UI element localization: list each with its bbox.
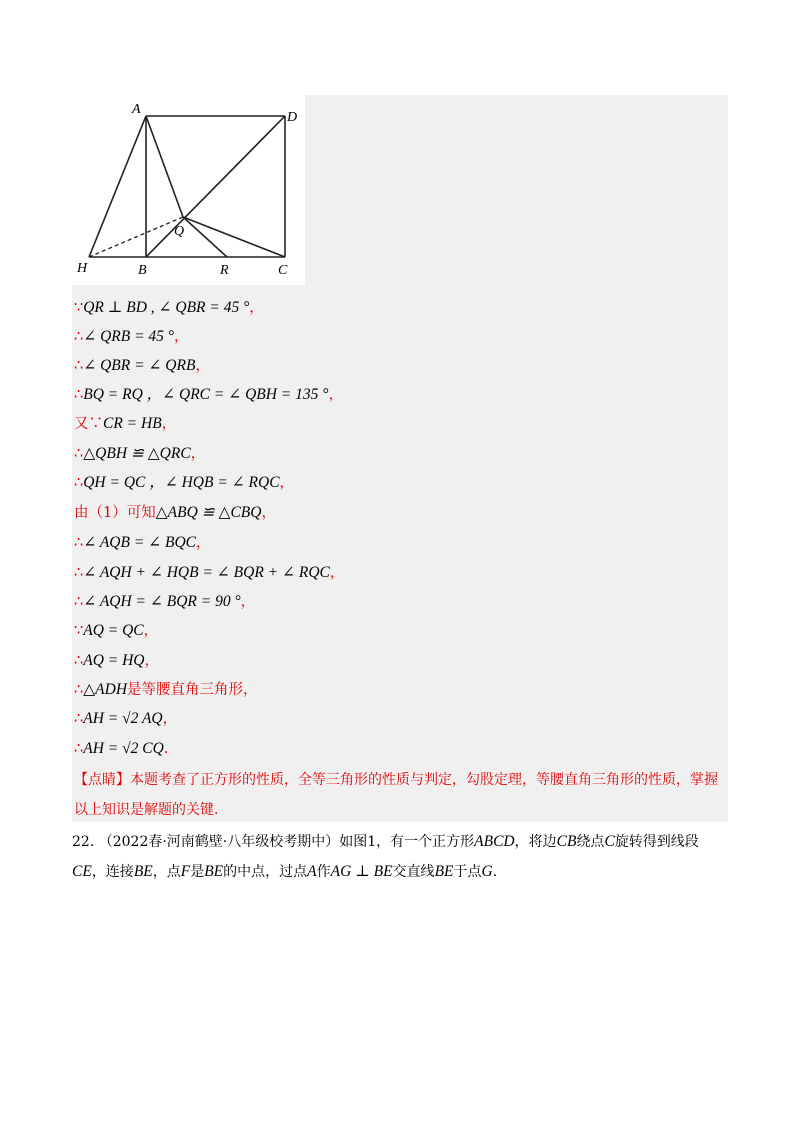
math-term: A [307,863,317,880]
step-line [74,356,210,376]
step-prefix: ∴ [74,329,84,345]
step-prefix: ∴ [74,711,84,727]
step-math: AQ = QC [83,622,144,639]
step-suffix: ， [240,594,256,610]
point-label-C: C [278,263,288,278]
math-term: BE [204,863,224,880]
step-math: AH = √2 AQ [83,710,163,727]
point-label-H: H [77,261,88,276]
problem-22 [72,827,728,887]
math-term: CB [556,833,577,850]
step-math: ∠ AQH = ∠ BQR = 90 ° [83,593,241,610]
math-term: BE [434,863,454,880]
math-term: ABCD [474,833,515,850]
step-line [74,592,255,612]
step-prefix: ∵ [74,623,84,639]
math-term: G [481,863,493,880]
step-math: BQ = RQ ，∠ QRC = ∠ QBH = 135 ° [83,386,329,403]
geometry-figure [72,95,305,285]
step-suffix: ， [249,300,264,316]
step-prefix: ∴ [74,741,84,757]
step-suffix: ， [174,329,189,345]
step-prefix: ∵ [74,300,84,316]
step-line [74,533,211,553]
step-suffix: ， [279,475,295,491]
problem-number: 22. [72,834,95,850]
math-term: C [604,833,615,850]
step-prefix: ∴ [74,653,84,669]
step-suffix: ， [162,711,178,727]
problem-text: 是 [190,864,205,880]
step-suffix: ， [195,358,210,374]
math-term: BE [133,863,153,880]
step-suffix: ， [329,565,345,581]
step-math: △QBH ≌ △QRC [83,445,191,462]
problem-text: ，将边 [514,834,557,850]
math-term: AG ⊥ BE [330,863,393,880]
step-line [74,444,205,464]
step-math: AQ = HQ [83,652,145,669]
step-line [74,414,176,434]
step-line [74,385,343,405]
problem-text: 作 [316,864,331,880]
point-label-D: D [287,110,298,125]
step-suffix: ， [190,446,206,462]
step-prefix: ∴ [74,594,84,610]
step-line [74,503,276,523]
step-line [74,327,189,347]
point-label-A: A [132,102,141,117]
step-suffix: ， [161,416,177,432]
problem-text: 于点 [453,864,482,880]
step-prefix: ∴ [74,535,84,551]
segment-QR [183,217,227,257]
problem-text: 绕点 [576,834,605,850]
step-prefix: ∴ [74,446,84,462]
step-math: CR = HB [103,415,162,432]
point-label-Q: Q [174,224,185,239]
step-suffix: . [163,741,169,757]
segment-QC [183,217,285,257]
step-math: ∠ AQH + ∠ HQB = ∠ BQR + ∠ RQC [83,564,330,581]
step-math: ∠ QBR = ∠ QRB [83,357,196,374]
step-line [74,621,158,641]
step-line [74,680,258,700]
segment-BD [146,116,285,257]
step-prefix: ∴ [74,565,84,581]
problem-text: （2022春·河南鹤壁·八年级校考期中）如图1，有一个正方形 [98,834,475,850]
step-math: QR ⊥ BD , ∠ QBR = 45 ° [83,299,250,316]
step-prefix: ∴ [74,682,84,698]
math-term: CE [72,863,92,880]
step-prefix: 由（1）可知 [74,505,156,521]
step-math: QH = QC ，∠ HQB = ∠ RQC [83,474,280,491]
problem-text: 的中点，过点 [223,864,308,880]
problem-text: ，点 [152,864,181,880]
step-prefix: ∴ [74,387,84,403]
step-suffix: ， [261,505,276,521]
step-suffix: ， [144,653,159,669]
step-prefix: ∴ [74,475,84,491]
point-label-R: R [220,263,229,278]
step-math: △ABQ ≌ △CBQ [155,504,262,521]
step-suffix: ， [143,623,159,639]
segment-AQ [146,116,183,217]
step-suffix: ， [196,535,211,551]
step-line [74,563,344,583]
step-prefix: ∴ [74,358,84,374]
step-line [74,709,177,729]
comment-paragraph: 【点睛】本题考查了正方形的性质，全等三角形的性质与判定，勾股定理，等腰直角三角形的性质，掌握以上知识是解题的关键. [74,772,718,818]
problem-text: 旋转得到线段 [614,834,699,850]
step-math: △ADH [83,681,128,698]
step-suffix: 是等腰直角三角形， [127,682,258,698]
step-line [74,651,159,671]
step-math: AH = √2 CQ [83,740,164,757]
step-suffix: ， [328,387,343,403]
problem-text: ，连接 [91,864,134,880]
geometry-diagram [72,95,305,285]
step-math: ∠ QRB = 45 ° [83,328,175,345]
problem-text: 交直线 [392,864,435,880]
math-term: F [180,863,191,880]
step-line [74,298,264,318]
step-line [74,739,168,759]
step-math: ∠ AQB = ∠ BQC [83,534,197,551]
step-line [74,473,294,493]
point-label-B: B [138,263,147,278]
problem-text: . [492,864,498,880]
step-prefix: 又∵ [74,416,103,432]
